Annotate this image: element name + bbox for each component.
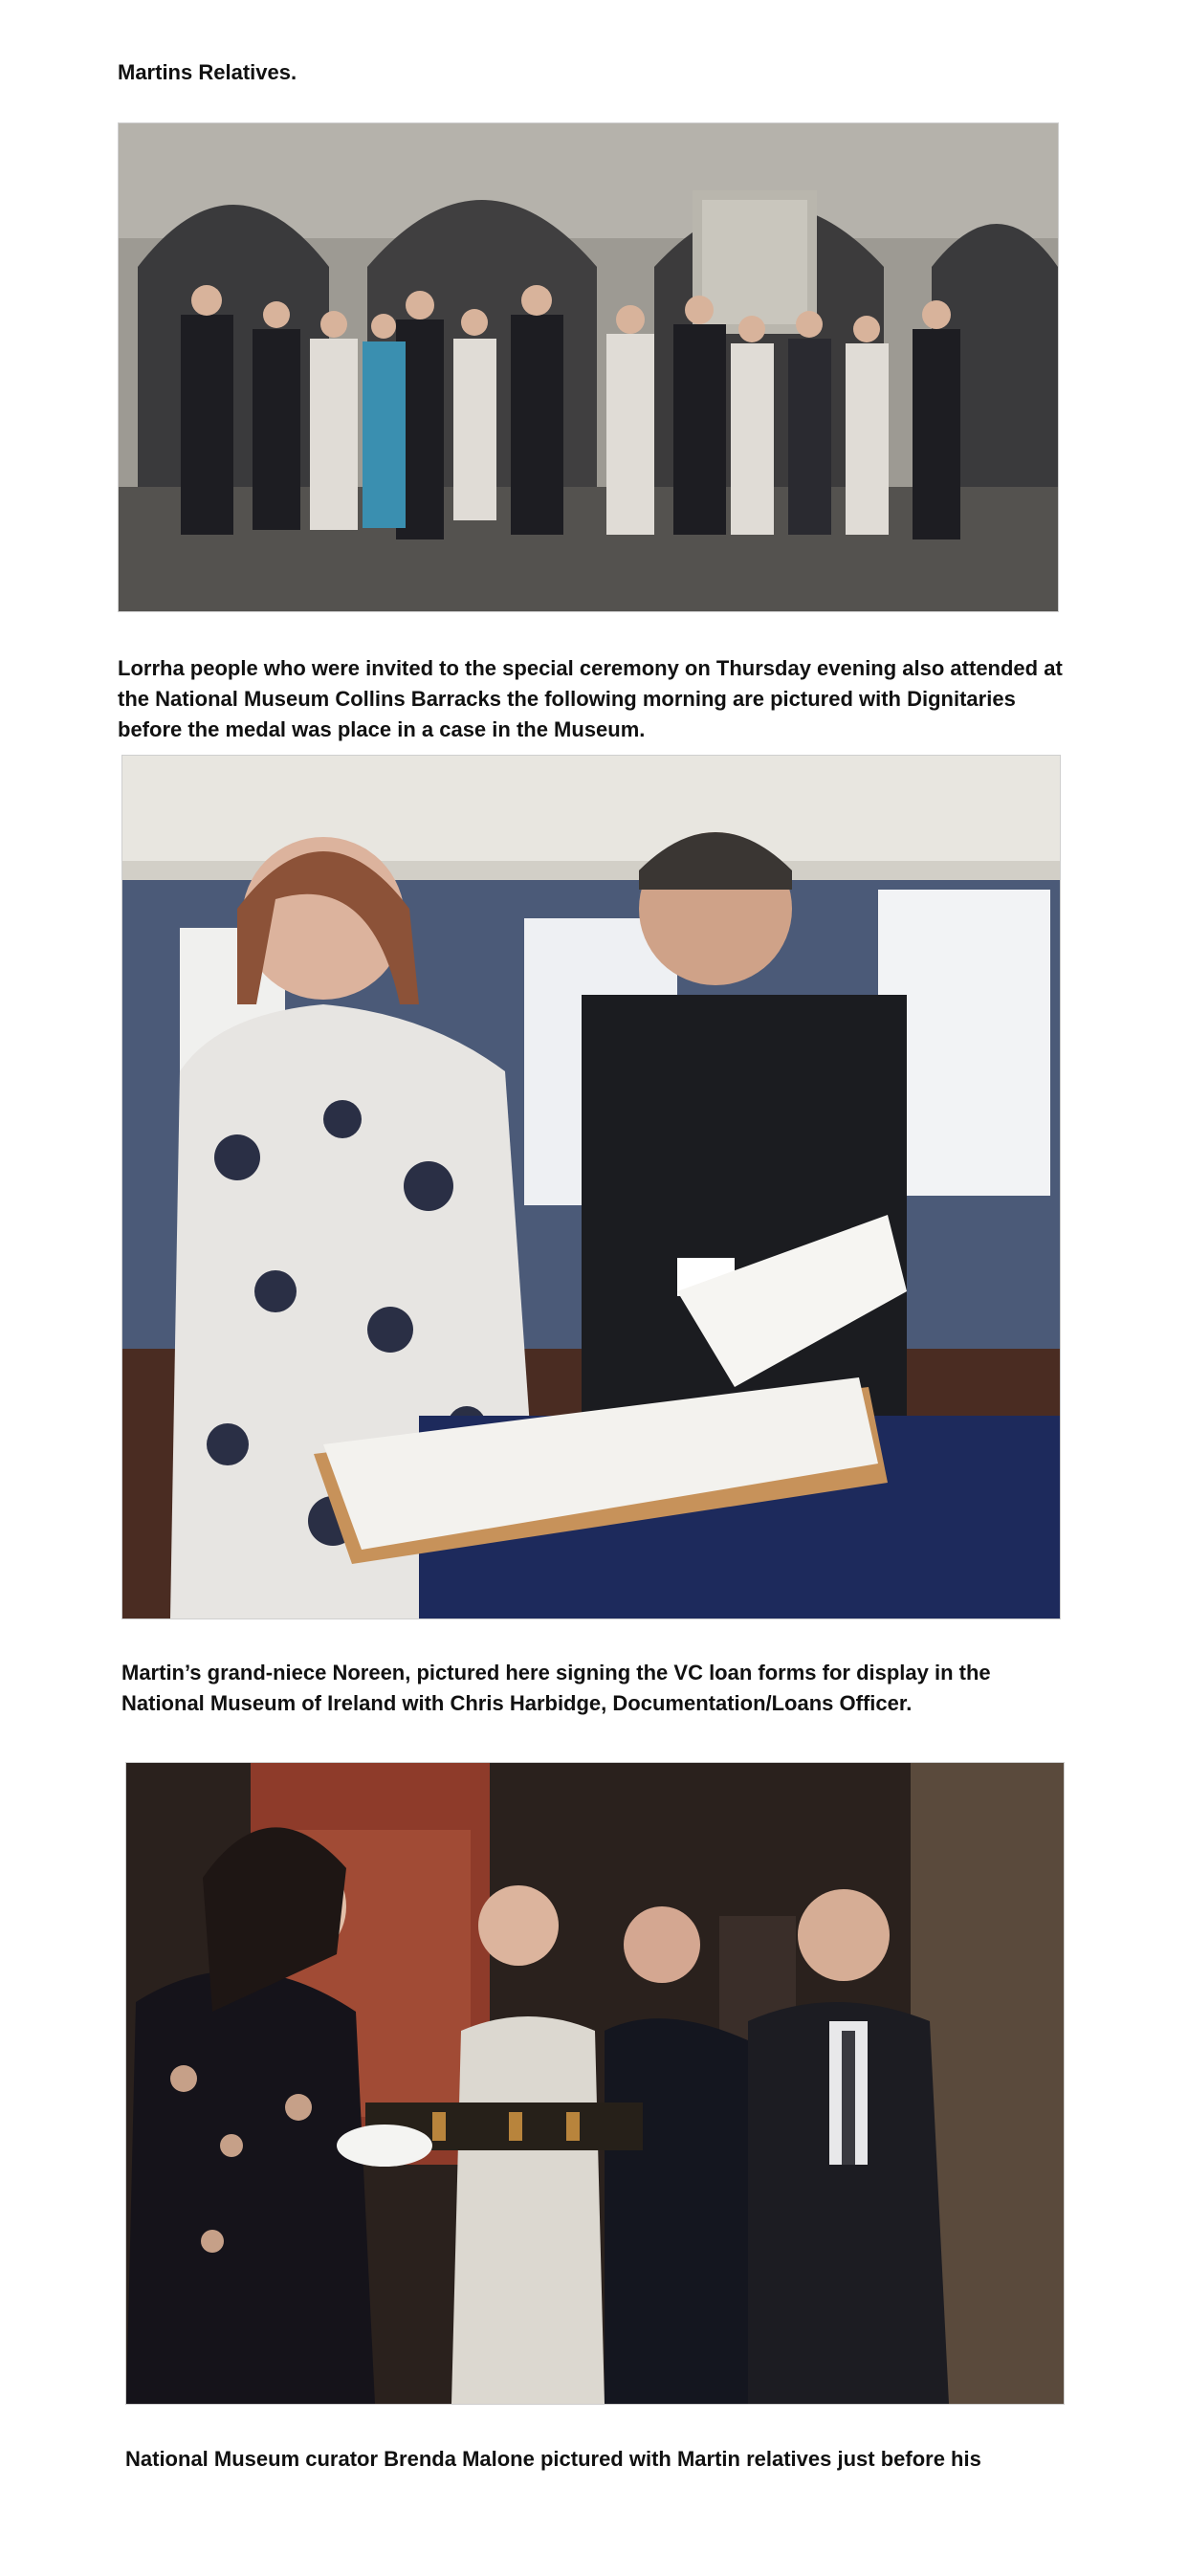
group-photo — [118, 122, 1059, 612]
group-photo-caption: Lorrha people who were invited to the special ceremony on Thursday evening also attended at the National Museum Collins Barracks the following morning are pictured with Dignitaries before the medal was place in a case in the Museum. — [118, 656, 1063, 741]
signing-photo-caption: Martin’s grand-niece Noreen, pictured here signing the VC loan forms for display in the National Museum of Ireland with Chris Harbidge, Documentation/Loans Officer. — [121, 1661, 991, 1715]
signing-photo — [121, 755, 1061, 1619]
medal-photo-caption: National Museum curator Brenda Malone pictured with Martin relatives just before his — [125, 2447, 981, 2471]
page-heading: Martins Relatives. — [118, 60, 297, 84]
medal-photo — [125, 1762, 1065, 2405]
